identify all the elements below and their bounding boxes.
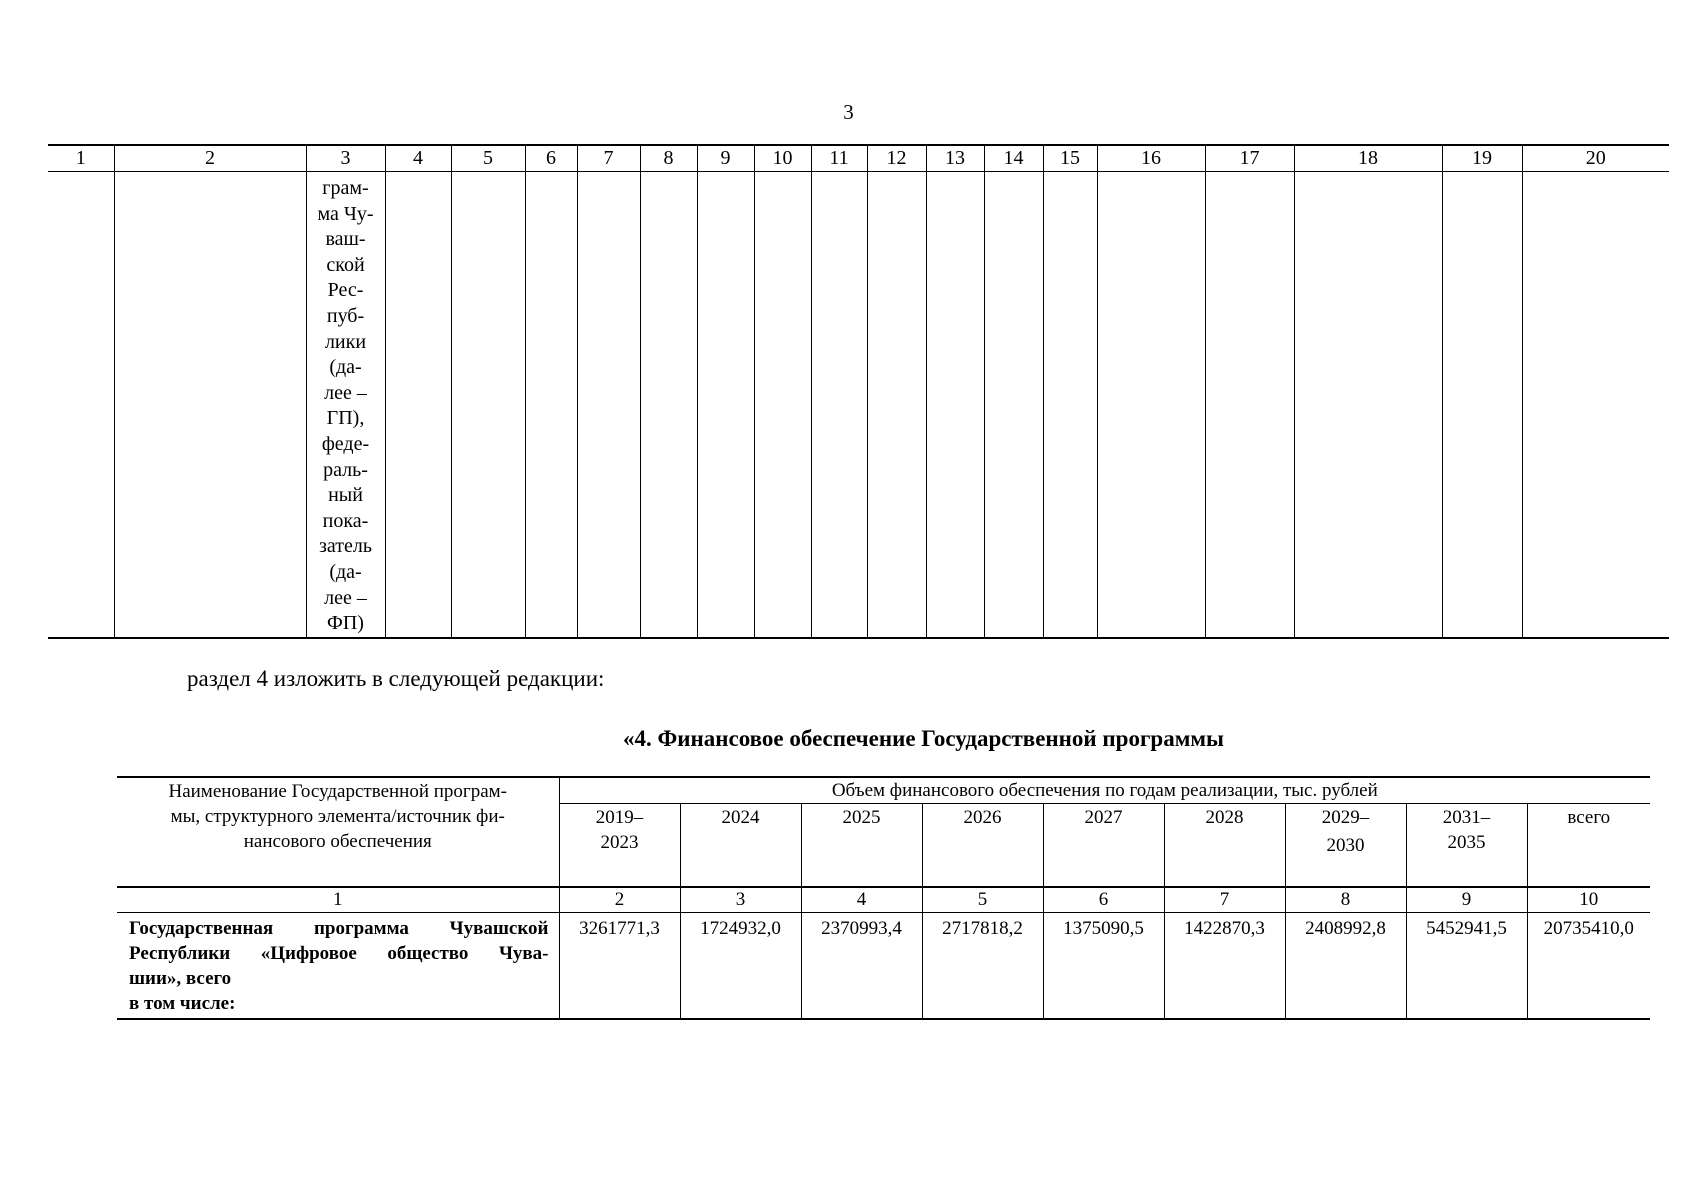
value-cell: 2370993,4 xyxy=(801,912,922,1019)
year-label: 2029– xyxy=(1321,807,1370,828)
value-cell: 2408992,8 xyxy=(1285,912,1406,1019)
value-cell: 20735410,0 xyxy=(1527,912,1650,1019)
table-cell xyxy=(697,172,754,638)
table-cell xyxy=(1522,172,1669,638)
table-cell xyxy=(48,172,114,638)
cell-text-line: ма Чу- xyxy=(317,202,374,225)
column-number-cell: 12 xyxy=(867,145,926,172)
name-column-header xyxy=(117,777,559,887)
table-cell xyxy=(1097,172,1205,638)
cell-text-line: пуб- xyxy=(326,304,365,327)
year-label: 2025 xyxy=(842,807,881,828)
cell-text-line: затель xyxy=(319,535,372,558)
year-header-cell xyxy=(1164,804,1285,887)
table-cell xyxy=(306,172,385,638)
column-number-cell: 9 xyxy=(1406,887,1527,913)
year-header-cell xyxy=(559,804,680,887)
table-cell xyxy=(984,172,1043,638)
column-number-row xyxy=(117,887,1650,913)
column-number-cell: 3 xyxy=(306,145,385,172)
column-number-cell: 10 xyxy=(754,145,811,172)
table-cell xyxy=(525,172,577,638)
year-label: 2026 xyxy=(963,807,1002,828)
column-number-cell: 1 xyxy=(48,145,114,172)
program-name-line: Республики «Цифровое общество Чува- xyxy=(129,942,549,964)
column-number-cell: 2 xyxy=(559,887,680,913)
column-number-cell: 15 xyxy=(1043,145,1097,172)
table-cell xyxy=(1205,172,1294,638)
year-header-cell xyxy=(801,804,922,887)
value-cell: 1375090,5 xyxy=(1043,912,1164,1019)
year-label: 2028 xyxy=(1205,807,1244,828)
table-cell xyxy=(754,172,811,638)
column-number-cell: 13 xyxy=(926,145,984,172)
year-label: всего xyxy=(1567,807,1611,828)
table-cell xyxy=(114,172,306,638)
year-header-cell xyxy=(1043,804,1164,887)
financing-group-header: Объем финансового обеспечения по годам реализации, тыс. рублей xyxy=(559,777,1650,804)
column-number-cell: 2 xyxy=(114,145,306,172)
column-number-cell: 7 xyxy=(1164,887,1285,913)
column-number-cell: 6 xyxy=(525,145,577,172)
cell-text-line: ваш- xyxy=(325,228,366,251)
year-header-cell xyxy=(1406,804,1527,887)
cell-text-line: Рес- xyxy=(327,279,364,302)
table-cell xyxy=(1043,172,1097,638)
table-cell xyxy=(385,172,451,638)
cell-text-line: пока- xyxy=(322,509,369,532)
year-header-cell xyxy=(922,804,1043,887)
cell-text-line: раль- xyxy=(323,458,368,481)
program-name-line: Государственная программа Чувашской xyxy=(129,917,549,939)
instruction-paragraph: раздел 4 изложить в следующей редакции: xyxy=(187,666,605,691)
column-number-cell: 9 xyxy=(697,145,754,172)
header-text-line: Наименование Государственной програм- xyxy=(168,781,508,802)
column-number-cell: 1 xyxy=(117,887,559,913)
column-number-cell: 16 xyxy=(1097,145,1205,172)
table-header-row xyxy=(48,145,1669,172)
cell-text-line: лики xyxy=(324,330,367,353)
column-number-cell: 8 xyxy=(640,145,697,172)
table-row xyxy=(48,172,1669,638)
column-number-cell: 6 xyxy=(1043,887,1164,913)
group-header-row xyxy=(117,777,1650,804)
column-number-cell: 14 xyxy=(984,145,1043,172)
financing-table xyxy=(117,776,1650,1020)
year-header-cell xyxy=(680,804,801,887)
column-number-cell: 8 xyxy=(1285,887,1406,913)
section-heading xyxy=(0,726,1697,752)
value-cell: 5452941,5 xyxy=(1406,912,1527,1019)
cell-text-line: ской xyxy=(326,253,365,276)
column-number-cell: 7 xyxy=(577,145,640,172)
column-number-cell: 10 xyxy=(1527,887,1650,913)
column-number-cell: 11 xyxy=(811,145,867,172)
year-label: 2019– xyxy=(595,807,644,828)
section-heading-text: «4. Финансовое обеспечение Государственной программы xyxy=(623,726,1224,751)
table-row xyxy=(117,912,1650,1019)
program-name-line: в том числе: xyxy=(129,992,236,1014)
indicators-table xyxy=(48,144,1669,639)
cell-text-line: ГП), xyxy=(326,407,365,430)
column-number-cell: 4 xyxy=(801,887,922,913)
cell-text-line: лее – xyxy=(324,586,367,609)
year-label: 2024 xyxy=(721,807,760,828)
column-number-cell: 5 xyxy=(451,145,525,172)
year-label: 2035 xyxy=(1447,832,1486,853)
cell-text-line: (да- xyxy=(329,356,362,379)
year-header-cell xyxy=(1285,804,1406,887)
column-number-cell: 20 xyxy=(1522,145,1669,172)
table-cell xyxy=(926,172,984,638)
header-text-line: мы, структурного элемента/источник фи- xyxy=(170,806,505,827)
column-number-cell: 4 xyxy=(385,145,451,172)
cell-text-line: лее – xyxy=(324,381,367,404)
table-cell xyxy=(1442,172,1522,638)
program-name-cell xyxy=(117,912,559,1019)
column-number-cell: 5 xyxy=(922,887,1043,913)
column-number-cell: 3 xyxy=(680,887,801,913)
cell-text-line: ный xyxy=(328,484,363,507)
column-number-cell: 18 xyxy=(1294,145,1442,172)
page-number: 3 xyxy=(843,100,854,124)
value-cell: 1422870,3 xyxy=(1164,912,1285,1019)
cell-text-line: ФП) xyxy=(327,612,364,635)
year-label: 2023 xyxy=(600,832,639,853)
program-name-line: шии», всего xyxy=(129,967,232,989)
value-cell: 2717818,2 xyxy=(922,912,1043,1019)
cell-text-line: (да- xyxy=(329,560,362,583)
column-number-cell: 17 xyxy=(1205,145,1294,172)
value-cell: 3261771,3 xyxy=(559,912,680,1019)
year-header-cell xyxy=(1527,804,1650,887)
cell-text-line: грам- xyxy=(322,177,369,199)
header-text-line: нансового обеспечения xyxy=(243,831,432,852)
year-label: 2031– xyxy=(1442,807,1491,828)
year-label: 2030 xyxy=(1326,835,1365,856)
table-cell xyxy=(867,172,926,638)
table-cell xyxy=(811,172,867,638)
table-cell xyxy=(640,172,697,638)
table-cell xyxy=(577,172,640,638)
value-cell: 1724932,0 xyxy=(680,912,801,1019)
year-label: 2027 xyxy=(1084,807,1123,828)
table-cell xyxy=(1294,172,1442,638)
column-number-cell: 19 xyxy=(1442,145,1522,172)
cell-text-line: феде- xyxy=(321,432,370,455)
table-cell xyxy=(451,172,525,638)
